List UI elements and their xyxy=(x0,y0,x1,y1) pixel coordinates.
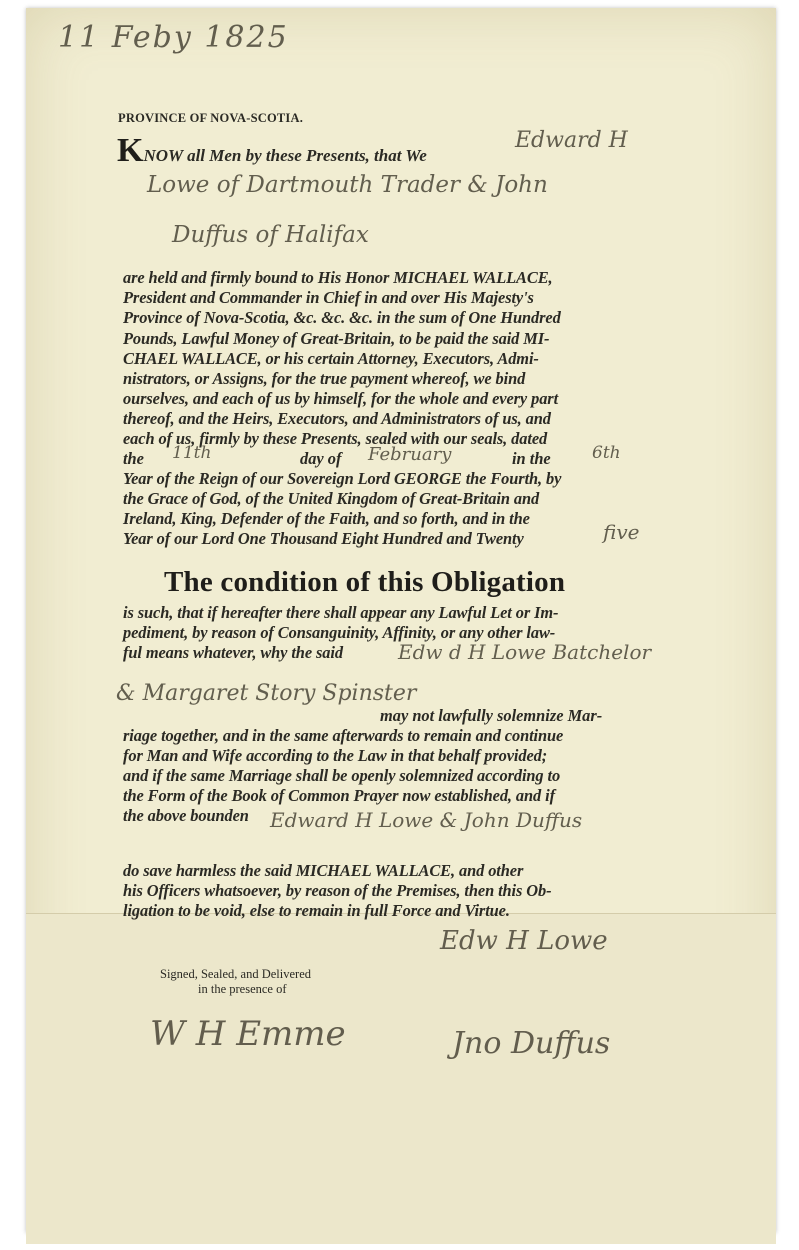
groom-hand: Edw d H Lowe Batchelor xyxy=(398,640,652,664)
condition-line: his Officers whatsoever, by reason of the Premises, then this Ob- xyxy=(123,881,552,900)
bond-line: CHAEL WALLACE, or his certain Attorney, Executors, Admi- xyxy=(123,349,539,368)
year-twenty-hand: five xyxy=(603,520,640,544)
names-hand-2: Lowe of Dartmouth Trader & John xyxy=(147,172,548,198)
condition-line: the Form of the Book of Common Prayer now established, and if xyxy=(123,786,555,805)
bond-line: Province of Nova-Scotia, &c. &c. &c. in the sum of One Hundred xyxy=(123,308,561,327)
names-hand-1: Edward H xyxy=(515,128,628,153)
condition-heading: The condition of this Obligation xyxy=(164,566,566,598)
witness-label-1: Signed, Sealed, and Delivered xyxy=(160,967,311,981)
condition-line: is such, that if hereafter there shall appear any Lawful Let or Im- xyxy=(123,603,559,622)
date-note: 11 Feby 1825 xyxy=(58,20,289,55)
bounden-hand: Edward H Lowe & John Duffus xyxy=(270,808,583,832)
condition-line: ful means whatever, why the said xyxy=(123,643,343,662)
bride-hand: & Margaret Story Spinster xyxy=(116,681,417,706)
condition-line: the above bounden xyxy=(123,806,249,825)
condition-line: may not lawfully solemnize Mar- xyxy=(380,706,603,725)
signature-lowe: Edw H Lowe xyxy=(440,926,608,956)
bond-line: day of xyxy=(300,449,342,468)
condition-line: do save harmless the said MICHAEL WALLACE, and other xyxy=(123,861,524,880)
bond-line: nistrators, or Assigns, for the true payment whereof, we bind xyxy=(123,369,526,388)
bond-line: President and Commander in Chief in and over His Majesty's xyxy=(123,288,534,307)
bond-line: in the xyxy=(512,449,551,468)
signature-witness: W H Emme xyxy=(150,1014,346,1054)
know-initial: K xyxy=(117,132,144,169)
bond-line: Year of our Lord One Thousand Eight Hundred and Twenty xyxy=(123,529,524,548)
know-line xyxy=(117,132,427,170)
condition-line: and if the same Marriage shall be openly solemnized according to xyxy=(123,766,561,785)
year-hand: 6th xyxy=(592,443,621,463)
bond-line: the Grace of God, of the United Kingdom of Great-Britain and xyxy=(123,489,540,508)
bond-line: are held and firmly bound to His Honor MICHAEL WALLACE, xyxy=(123,268,553,287)
bond-line: Pounds, Lawful Money of Great-Britain, to be paid the said MI- xyxy=(123,329,550,348)
condition-line: for Man and Wife according to the Law in that behalf provided; xyxy=(123,746,548,765)
month-hand: February xyxy=(368,444,452,465)
condition-line: pediment, by reason of Consanguinity, Affinity, or any other law- xyxy=(123,623,556,642)
bond-line: ourselves, and each of us by himself, for the whole and every part xyxy=(123,389,559,408)
condition-line: ligation to be void, else to remain in full Force and Virtue. xyxy=(123,901,510,920)
witness-label-2: in the presence of xyxy=(198,982,287,996)
paper-fold xyxy=(26,913,776,1244)
bond-line: the xyxy=(123,449,144,468)
bond-line: thereof, and the Heirs, Executors, and Administrators of us, and xyxy=(123,409,551,428)
condition-line: riage together, and in the same afterwards to remain and continue xyxy=(123,726,564,745)
know-text: NOW all Men by these Presents, that We xyxy=(143,146,427,165)
bond-line: Year of the Reign of our Sovereign Lord GEORGE the Fourth, by xyxy=(123,469,562,488)
signature-duffus: Jno Duffus xyxy=(452,1026,611,1061)
bond-line: each of us, firmly by these Presents, sealed with our seals, dated xyxy=(123,429,548,448)
day-hand: 11th xyxy=(172,443,212,463)
names-hand-3: Duffus of Halifax xyxy=(172,222,369,248)
province-header: PROVINCE OF NOVA-SCOTIA. xyxy=(118,111,304,125)
bond-line: Ireland, King, Defender of the Faith, and so forth, and in the xyxy=(123,509,530,528)
